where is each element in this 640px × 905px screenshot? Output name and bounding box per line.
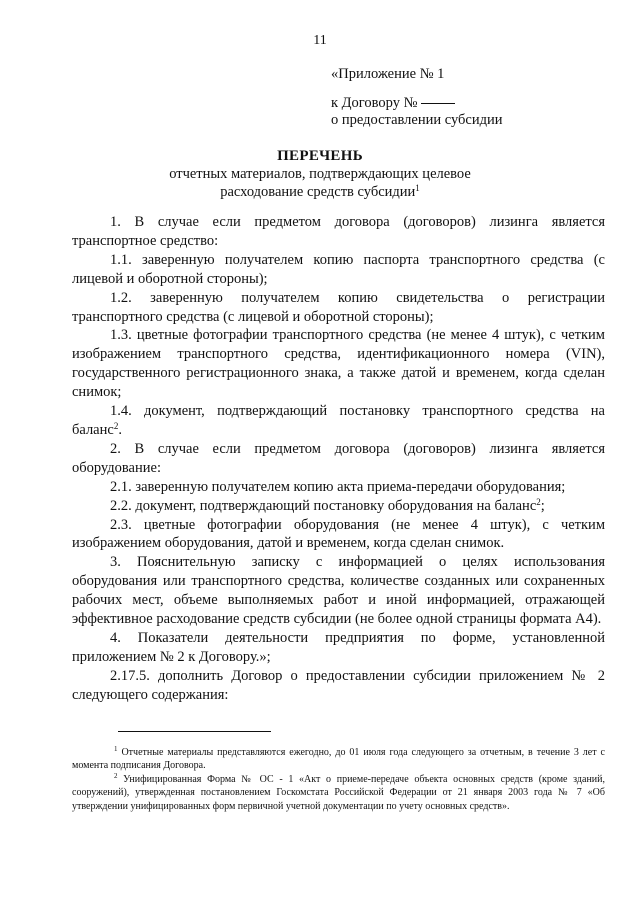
- subtitle-text: расходование средств субсидии: [220, 184, 416, 200]
- footnote-ref: 2: [113, 420, 119, 431]
- paragraph-text: 1.3. цветные фотографии транспортного средства (не менее 4 штук), с четким изображением транспортного средства, идентификационного номера (VIN), государственного регистрационного знака, а также датой и временем, когда сделан снимок;: [72, 327, 605, 401]
- list-paragraph: [72, 289, 605, 327]
- footnote-text: Отчетные материалы представляются ежегодно, до 01 июля года следующего за отчетным, в течение 3 лет с момента подписания Договора.: [72, 747, 605, 772]
- list-paragraph: [72, 497, 605, 516]
- paragraph-punctuation: .: [118, 421, 122, 438]
- list-paragraph: [72, 251, 605, 289]
- contract-number-blank: [421, 103, 455, 104]
- paragraph-text: 4. Показатели деятельности предприятия по форме, установленной приложением № 2 к Договору.»;: [72, 629, 605, 665]
- list-paragraph: [72, 213, 605, 251]
- list-paragraph: [72, 402, 605, 440]
- footnote-mark: 1: [114, 745, 118, 753]
- paragraph-text: 1.1. заверенную получателем копию паспорта транспортного средства (с лицевой и оборотной стороны);: [72, 251, 605, 287]
- paragraph-text: 2. В случае если предметом договора (договоров) лизинга является оборудование:: [72, 440, 605, 476]
- list-paragraph: [72, 553, 605, 629]
- footnote-item: [72, 746, 605, 773]
- document-title: ПЕРЕЧЕНЬ: [277, 148, 363, 164]
- paragraph-punctuation: ;: [540, 497, 545, 514]
- document-body: [72, 213, 605, 705]
- list-paragraph: [72, 440, 605, 478]
- page-number: 11: [313, 33, 327, 48]
- list-paragraph: [72, 629, 605, 667]
- footnotes: [72, 746, 605, 813]
- paragraph-text: 3. Пояснительную записку с информацией о целях использования оборудования или транспортного средства, количестве созданных или сохраненных рабочих мест, объеме выполняемых работ и иной информацией, отражающей эффективное расходование средств субсидии (не более одной страницы формата А4).: [72, 554, 605, 628]
- appendix-heading: «Приложение № 1: [331, 66, 445, 82]
- list-paragraph: [72, 326, 605, 402]
- paragraph-text: 2.17.5. дополнить Договор о предоставлении субсидии приложением № 2 следующего содержания:: [72, 667, 605, 703]
- appendix-contract-ref: [331, 95, 455, 112]
- appendix-subject: о предоставлении субсидии: [331, 112, 503, 128]
- footnote-ref: 2: [536, 496, 541, 507]
- footnote-mark: 2: [114, 771, 118, 780]
- footnote-ref: 1: [415, 183, 420, 193]
- paragraph-text: 1.4. документ, подтверждающий постановку транспортного средства на баланс: [72, 403, 605, 438]
- footnote-item: [72, 773, 605, 813]
- list-paragraph: [72, 516, 605, 554]
- paragraph-text: 2.2. документ, подтверждающий постановку оборудования на баланс: [110, 497, 537, 514]
- appendix-contract-label: к Договору №: [331, 95, 418, 111]
- paragraph-text: 1. В случае если предметом договора (договоров) лизинга является транспортное средство:: [72, 214, 605, 249]
- paragraph-text: 1.2. заверенную получателем копию свидетельства о регистрации транспортного средства (с лицевой и оборотной стороны);: [72, 289, 605, 325]
- footnote-separator: [118, 731, 271, 732]
- footnote-text: Унифицированная Форма № ОС - 1 «Акт о приеме-передаче объекта основных средств (кроме зданий, сооружений), утвержденная постановлением Госкомстата Российской Федерации от 21 января 2003 года № 7 «Об утверждении унифицированных форм первичной учетной документации по учету основных средств».: [72, 773, 605, 812]
- paragraph-text: 2.3. цветные фотографии оборудования (не менее 4 штук), с четким изображением оборудования, датой и временем, когда сделан снимок.: [72, 516, 605, 552]
- list-paragraph: [72, 478, 605, 497]
- paragraph-text: 2.1. заверенную получателем копию акта приема-передачи оборудования;: [110, 478, 566, 495]
- list-paragraph: [72, 667, 605, 705]
- document-subtitle-line2: [0, 184, 640, 201]
- document-subtitle-line1: отчетных материалов, подтверждающих целевое: [169, 166, 471, 182]
